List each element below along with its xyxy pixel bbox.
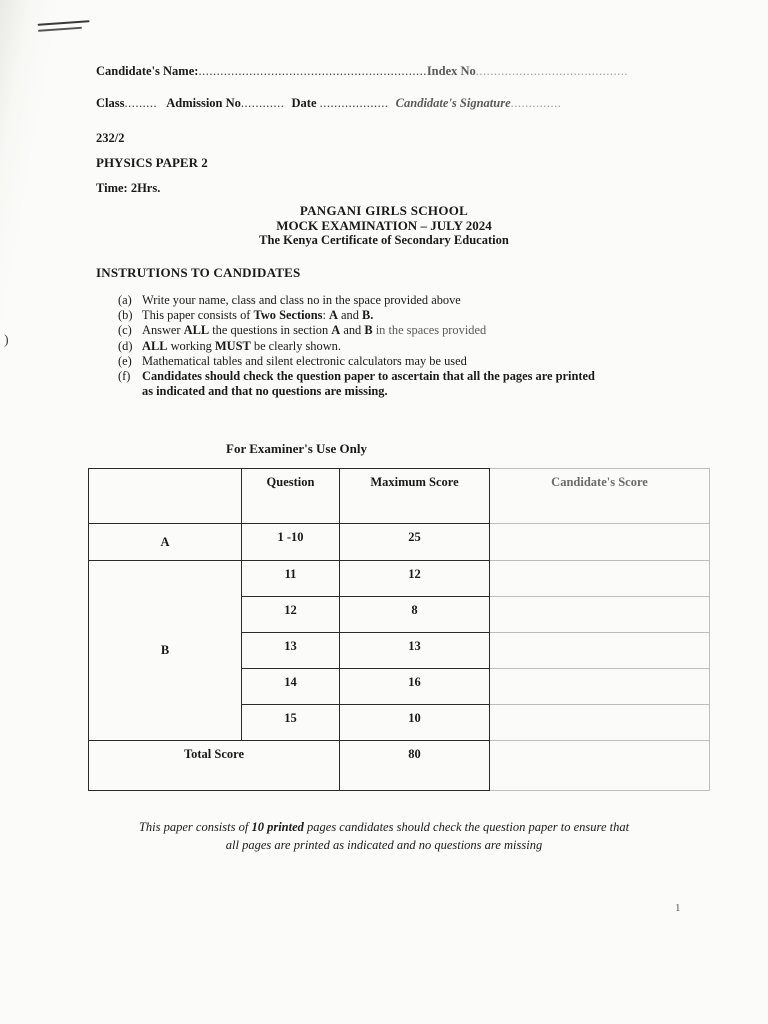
question-cell: 12: [242, 597, 340, 633]
footer-note: [0, 818, 768, 854]
instruction-item: [118, 339, 718, 354]
date-label: Date: [291, 96, 317, 110]
header-section-cell: [89, 469, 242, 524]
index-no-label: Index No: [426, 64, 476, 78]
question-cell: 1 -10: [242, 524, 340, 561]
instruction-text: This paper consists of Two Sections: A and B.: [142, 308, 374, 323]
paper-title: PHYSICS PAPER 2: [96, 155, 208, 170]
candidate-name-label: Candidate's Name:: [96, 64, 199, 78]
question-cell: 14: [242, 669, 340, 705]
instruction-item: [118, 308, 718, 323]
candidate-score-cell[interactable]: [490, 561, 710, 597]
candidate-score-cell[interactable]: [490, 669, 710, 705]
section-cell: A: [89, 524, 242, 561]
max-score-cell: 25: [340, 524, 490, 561]
class-admission-row: [96, 96, 561, 111]
instruction-item: [118, 323, 718, 338]
footer-note-line-2: all pages are printed as indicated and no questions are missing: [225, 838, 543, 852]
header-question-cell: Question: [242, 469, 340, 524]
total-candidate-score-cell[interactable]: [490, 741, 710, 791]
instruction-marker: (d): [118, 338, 133, 353]
instructions-list: [118, 293, 718, 399]
max-score-cell: 12: [340, 561, 490, 597]
date-field[interactable]: ...................: [319, 96, 389, 110]
instruction-marker: (e): [118, 353, 132, 368]
question-cell: 15: [242, 705, 340, 741]
index-no-field[interactable]: ..........................................: [475, 64, 629, 78]
instruction-marker: (f): [118, 369, 131, 384]
candidate-score-cell[interactable]: [490, 633, 710, 669]
total-max-cell: 80: [340, 741, 490, 791]
header-max-score-cell: Maximum Score: [340, 469, 490, 524]
signature-label: Candidate's Signature: [395, 96, 511, 110]
admission-no-field[interactable]: ............: [240, 96, 285, 110]
instruction-item: [118, 369, 718, 384]
section-cell: B: [89, 561, 242, 741]
total-label-cell: Total Score: [89, 741, 340, 791]
instruction-item-continued: [118, 384, 718, 399]
header-candidate-score-cell: Candidate's Score: [490, 469, 710, 524]
max-score-cell: 16: [340, 669, 490, 705]
page-number: 1: [675, 902, 681, 914]
instruction-text: Write your name, class and class no in the space provided above: [142, 293, 461, 307]
instruction-text: Answer ALL the questions in section A and B in the spaces provided: [142, 323, 487, 338]
max-score-cell: 8: [340, 597, 490, 633]
max-score-cell: 13: [340, 633, 490, 669]
instructions-title: INSTRUTIONS TO CANDIDATES: [96, 265, 301, 280]
instruction-marker: (c): [118, 323, 132, 338]
candidate-name-field[interactable]: ...............................................................: [198, 64, 427, 78]
instruction-marker: (a): [118, 293, 132, 307]
instruction-text: ALL working MUST be clearly shown.: [142, 338, 341, 353]
instruction-item: [118, 293, 718, 308]
punch-hole-mark: ): [4, 333, 9, 348]
instruction-text: Candidates should check the question paper to ascertain that all the pages are printed: [142, 369, 595, 384]
candidate-name-row: [96, 64, 628, 79]
candidate-score-cell[interactable]: [490, 705, 710, 741]
question-cell: 11: [242, 561, 340, 597]
paper-time: Time: 2Hrs.: [96, 181, 161, 195]
class-field[interactable]: .........: [124, 96, 158, 110]
examiner-score-table: [88, 468, 710, 791]
exam-name: MOCK EXAMINATION – JULY 2024: [276, 218, 492, 233]
instruction-text: Mathematical tables and silent electronic calculators may be used: [142, 353, 467, 368]
table-row: [89, 524, 710, 561]
examiner-table-title: For Examiner's Use Only: [226, 441, 367, 456]
certificate-name: The Kenya Certificate of Secondary Education: [259, 233, 509, 247]
candidate-score-cell[interactable]: [490, 597, 710, 633]
table-header-row: [89, 469, 710, 524]
instruction-item: [118, 354, 718, 369]
signature-field[interactable]: ..............: [510, 96, 562, 110]
school-name: PANGANI GIRLS SCHOOL: [299, 203, 469, 218]
instruction-text-continued: as indicated and that no questions are missing.: [142, 384, 388, 399]
candidate-score-cell[interactable]: [490, 524, 710, 561]
admission-no-label: Admission No: [166, 96, 241, 110]
staple-mark: [38, 20, 91, 38]
max-score-cell: 10: [340, 705, 490, 741]
table-row: [89, 561, 710, 597]
question-cell: 13: [242, 633, 340, 669]
instruction-marker: (b): [118, 308, 133, 323]
class-label: Class: [96, 96, 125, 110]
footer-note-line-1: This paper consists of 10 printed pages candidates should check the question paper to ensure that: [138, 820, 630, 834]
paper-code: 232/2: [96, 131, 125, 145]
total-row: [89, 741, 710, 791]
